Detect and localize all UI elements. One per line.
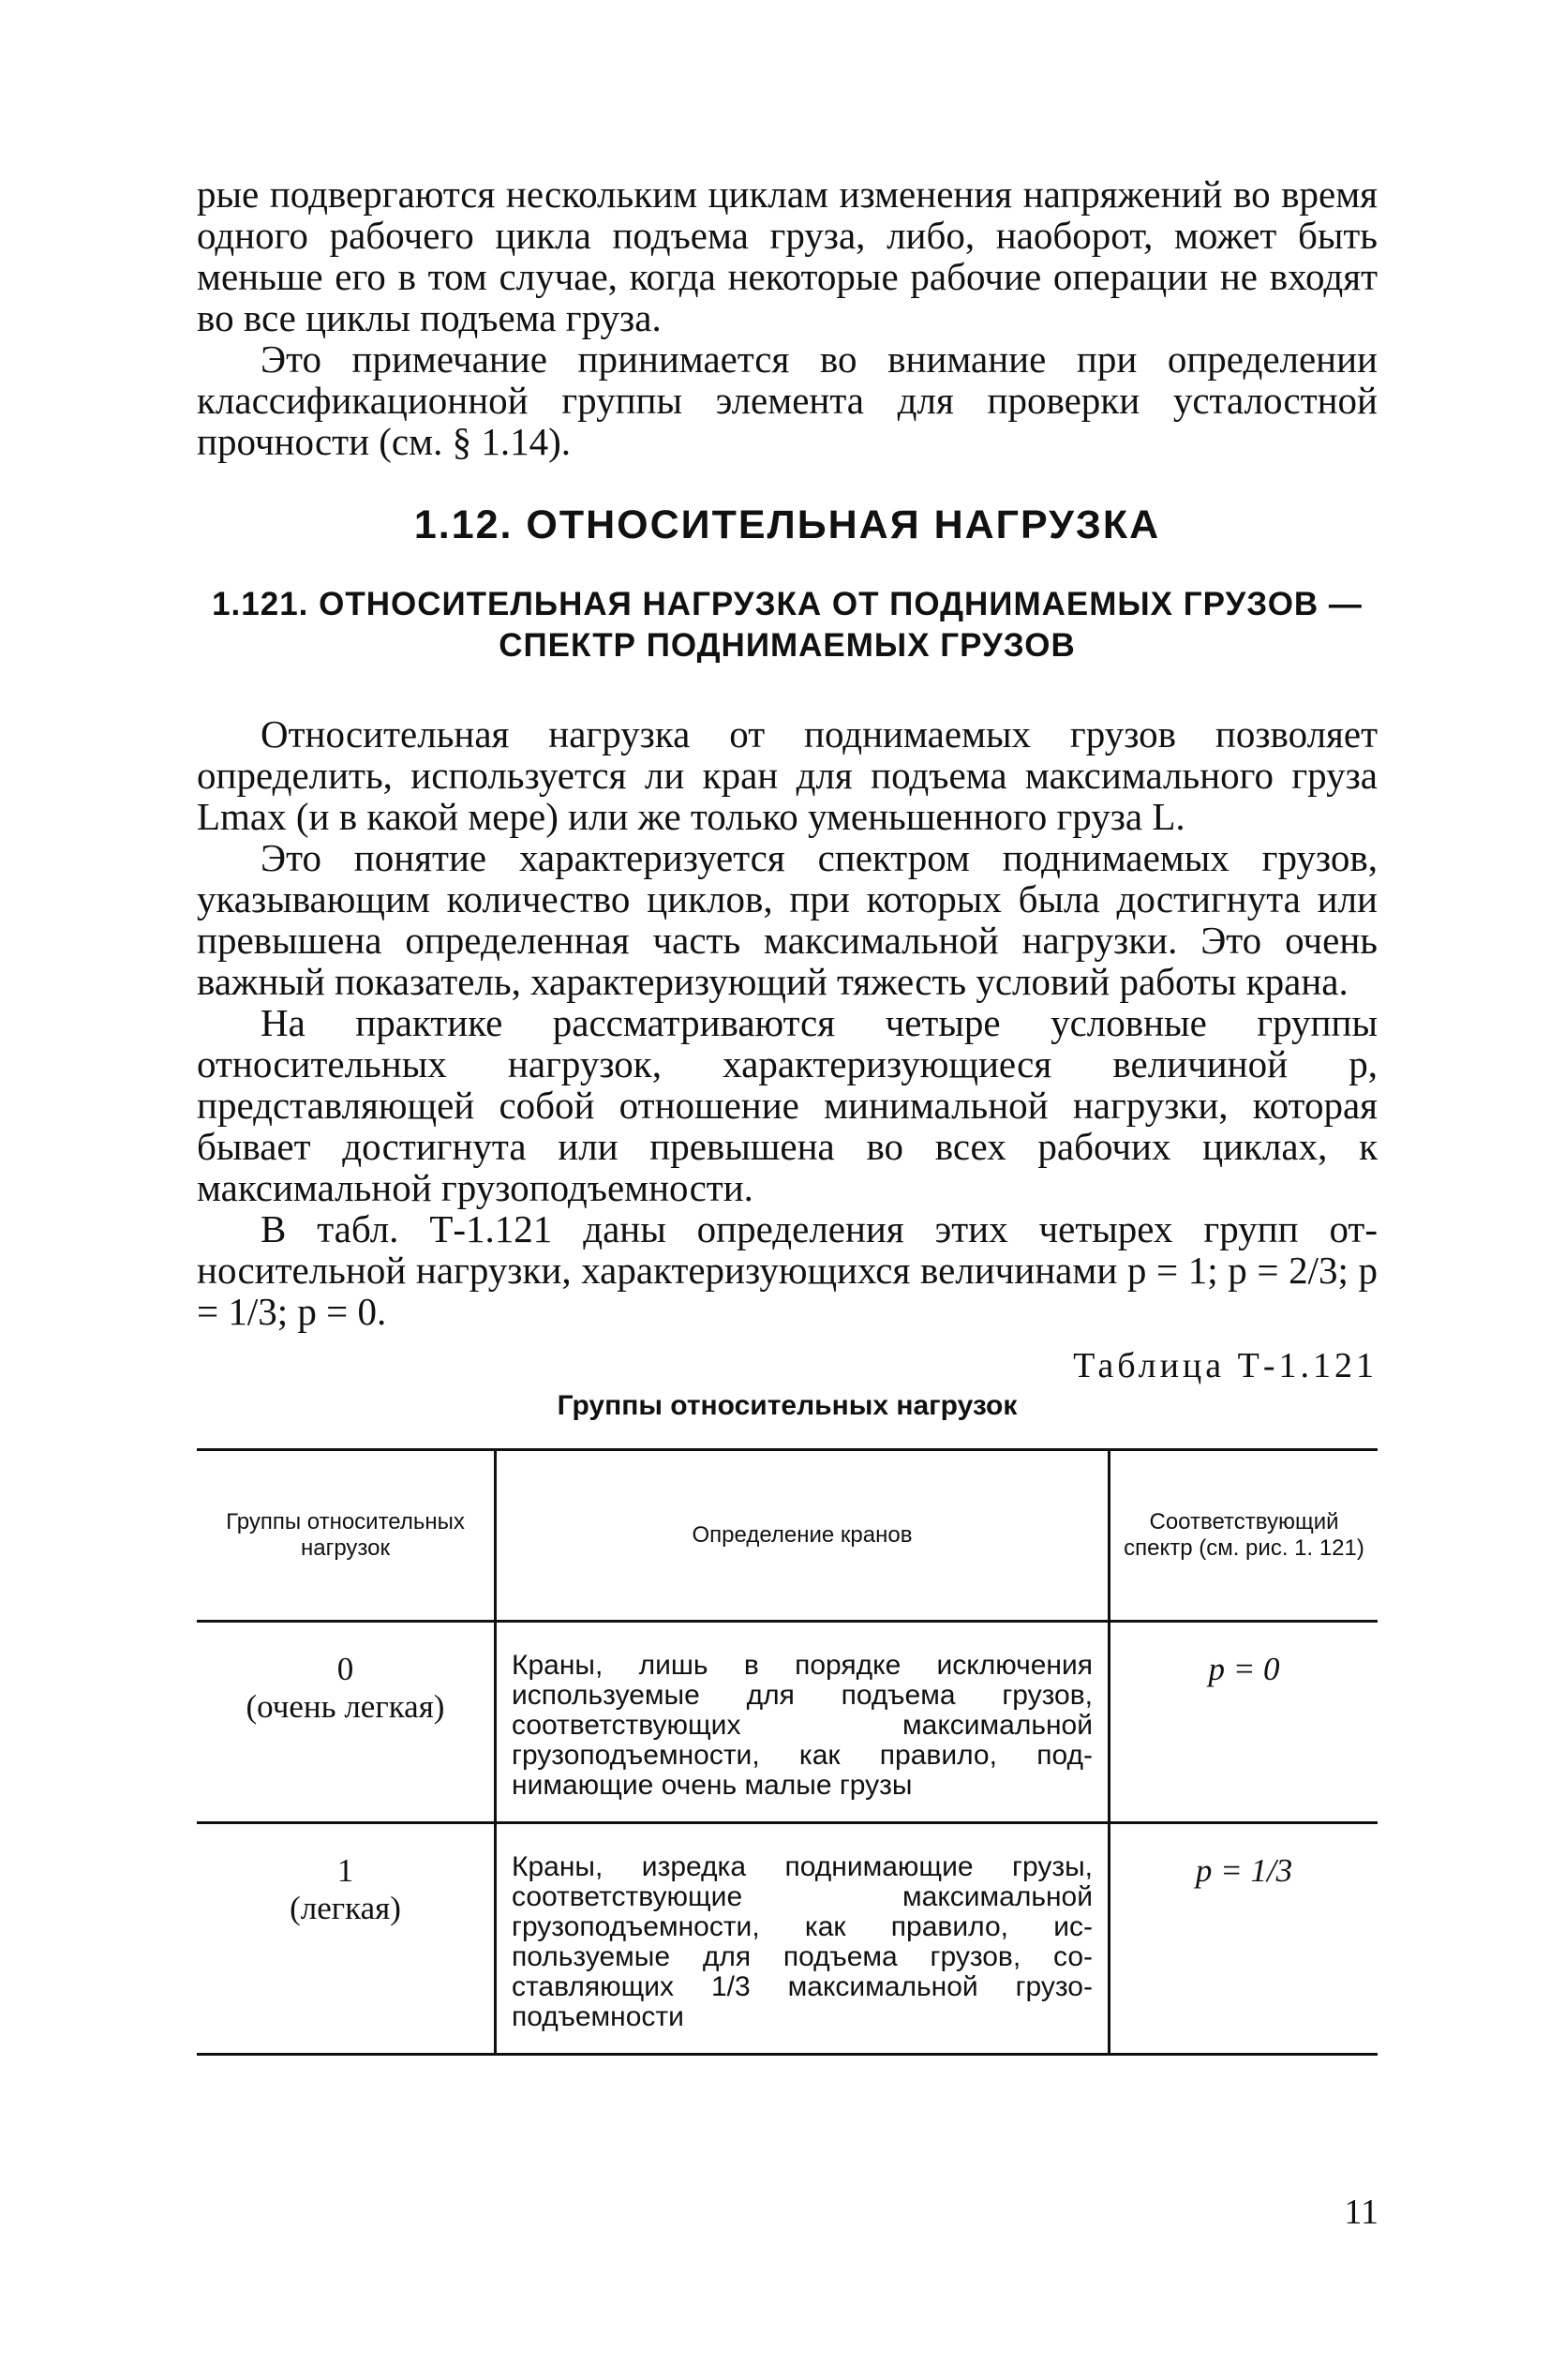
spectrum-cell: p = 1/3 (1195, 1852, 1293, 1889)
paragraph: Это понятие характеризуется спектром поднимаемых грузов, указывающим количество циклов, при которых была достигнута или превышена определенная часть максимальной нагрузки. Это очень важный показатель, характеризующий тяжесть условий работы крана. (197, 836, 1378, 1003)
group-number: 0 (336, 1651, 354, 1687)
table-row (197, 1823, 1378, 2055)
paragraph: Относительная нагрузка от поднимаемых грузов позволяет определить, используется ли кран для подъема максимального груза Lmax (и в какой мере) или же только уменьшенного груза L. (197, 712, 1378, 838)
section-title: 1.12. ОТНОСИТЕЛЬНАЯ НАГРУЗКА (413, 502, 1161, 547)
paragraph: На практике рассматриваются четыре условные группы относительных нагрузок, характеризующиеся величиной p, представляющей собой отношение минимальной нагрузки, которая бывает достигнута или превышена во всех рабочих циклах, к максимальной грузоподъемности. (197, 1001, 1378, 1209)
column-header-group: Группы относительных нагрузок (197, 1450, 496, 1622)
subsection-title: 1.121. ОТНОСИТЕЛЬНАЯ НАГРУЗКА ОТ ПОДНИМАЕМЫХ ГРУЗОВ — СПЕКТР ПОДНИМАЕМЫХ ГРУЗОВ (212, 586, 1363, 664)
paragraph: Это примечание принимается во внимание при определении классификационной группы элемента для проверки усталостной прочности (см. § 1.14). (197, 337, 1378, 463)
table-row (197, 1622, 1378, 1823)
definition-cell: Краны, изредка поднимающие грузы, соответствующие максимальной грузоподъемности, как правило, используемые для подъема грузов, составляющих 1/3 максимальной грузоподъемности (496, 1823, 1110, 2055)
group-name: (легкая) (290, 1890, 401, 1926)
table-header-row (197, 1450, 1378, 1622)
group-cell (197, 1823, 496, 2055)
page-content (197, 173, 1378, 2292)
paragraph: рые подвергаются нескольким циклам изменения напряжений во время одного рабочего цикла подъема груза, либо, наоборот, может быть меньше его в том случае, когда некоторые рабочие операции не входят во все циклы подъема груза. (197, 172, 1378, 339)
column-header-spectrum: Соответствующий спектр (см. рис. 1. 121) (1110, 1450, 1379, 1622)
table-label: Таблица Т-1.121 (1073, 1346, 1378, 1385)
load-groups-table (197, 1448, 1378, 2056)
column-header-definition: Определение кранов (496, 1450, 1110, 1622)
paragraph: В табл. Т-1.121 даны определения этих четырех групп относительной нагрузки, характеризующихся величинами p = 1; p = 2/3; p = 1/3; p = 0. (197, 1207, 1378, 1333)
group-name: (очень легкая) (246, 1688, 445, 1725)
spectrum-cell: p = 0 (1110, 1622, 1379, 1823)
group-number: 1 (336, 1852, 354, 1889)
page-number: 11 (1344, 2193, 1379, 2232)
table-title: Группы относительных нагрузок (557, 1390, 1018, 1421)
group-cell (197, 1622, 496, 1823)
definition-cell: Краны, лишь в порядке исключения используемые для подъема грузов, соответствующих максимальной грузоподъемности, как правило, поднимающие очень малые грузы (496, 1622, 1110, 1823)
